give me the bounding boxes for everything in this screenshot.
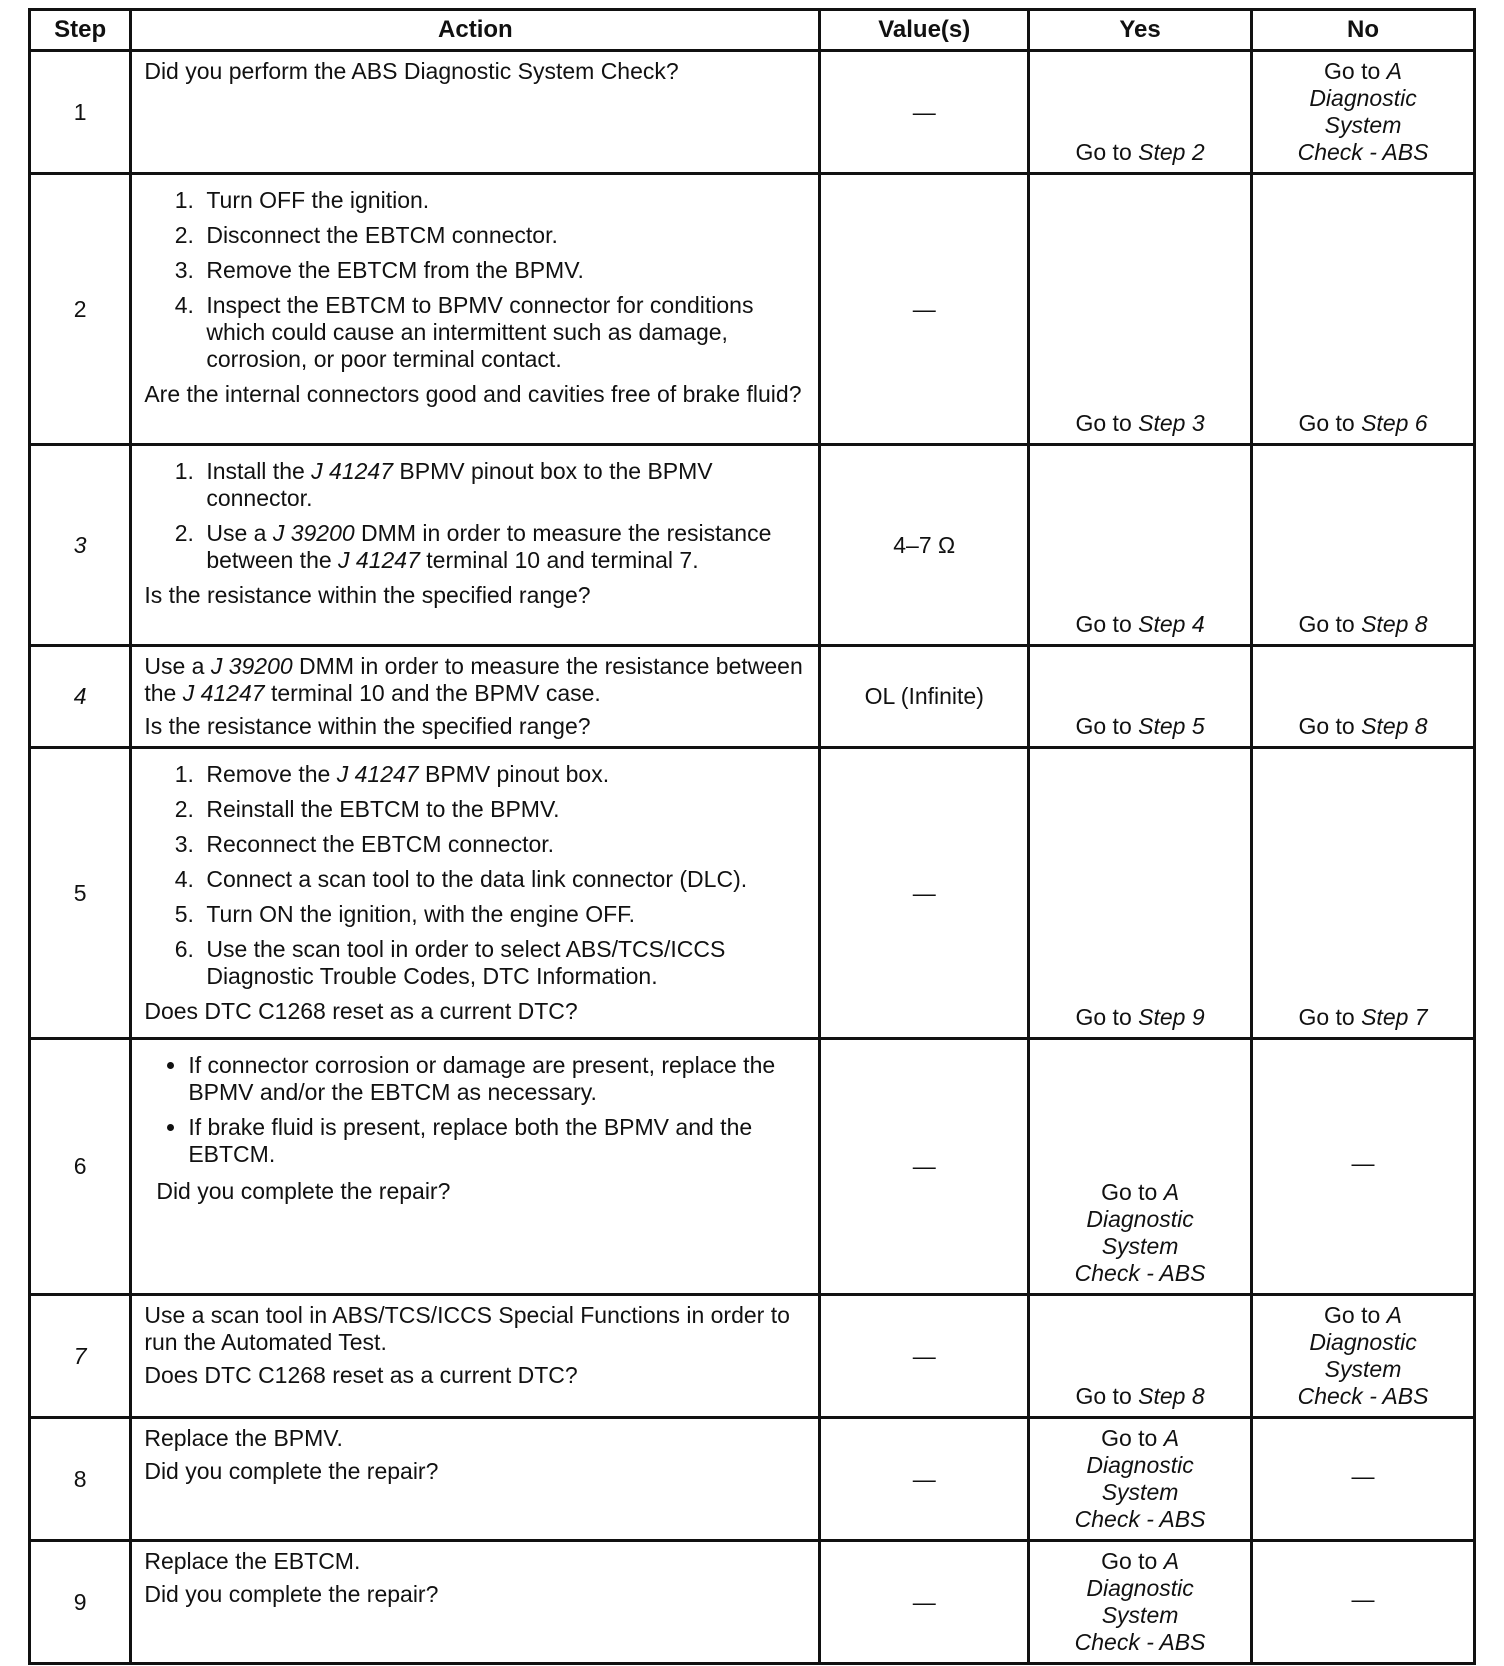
value-cell: — <box>820 748 1029 1039</box>
yes-goto: Go to Step 2 <box>1075 139 1205 165</box>
action-text: Replace the BPMV. <box>144 1425 343 1451</box>
yes-cell <box>1029 51 1252 174</box>
action-question: Did you perform the ABS Diagnostic System Check? <box>144 58 679 84</box>
no-step-link[interactable]: Step 8 <box>1361 713 1428 739</box>
header-no: No <box>1252 10 1475 51</box>
yes-cell: Go to A Diagnostic System Check - ABS <box>1029 1418 1252 1541</box>
no-step-link[interactable]: Step 6 <box>1361 410 1428 436</box>
action-step: 2. Disconnect the EBTCM connector. <box>200 222 808 249</box>
action-bullet: • If connector corrosion or damage are present, replace the BPMV and/or the EBTCM as necessary. <box>188 1052 808 1106</box>
yes-step-link[interactable]: Step 5 <box>1138 713 1205 739</box>
action-step: 2. Reinstall the EBTCM to the BPMV. <box>200 796 808 823</box>
no-cell: Go to A Diagnostic System Check - ABS <box>1252 1295 1475 1418</box>
step-number: 8 <box>30 1418 131 1541</box>
yes-cell: Go to Step 9 <box>1029 748 1252 1039</box>
table-row <box>30 1418 1475 1541</box>
table-row <box>30 1541 1475 1664</box>
table-row <box>30 646 1475 748</box>
action-steps <box>144 187 808 373</box>
action-step: 1. Install the J 41247 BPMV pinout box to the BPMV connector. <box>200 458 808 512</box>
diagnostic-table <box>28 8 1476 1665</box>
header-action: Action <box>131 10 820 51</box>
no-cell: Go to Step 7 <box>1252 748 1475 1039</box>
action-text: Use a J 39200 DMM in order to measure the resistance between the J 41247 terminal 10 and the BPMV case. <box>144 653 803 706</box>
no-cell: Go to Step 6 <box>1252 174 1475 445</box>
table-row <box>30 748 1475 1039</box>
step-number: 6 <box>30 1039 131 1295</box>
no-step-link[interactable]: Step 7 <box>1361 1004 1428 1030</box>
diagnostic-table-page <box>28 8 1476 1665</box>
table-row <box>30 1295 1475 1418</box>
value-cell: — <box>820 1039 1029 1295</box>
action-cell <box>131 1295 820 1418</box>
no-check-link[interactable]: A <box>1386 58 1403 84</box>
action-cell <box>131 1039 820 1295</box>
yes-cell: Go to Step 4 <box>1029 445 1252 646</box>
action-text: Replace the EBTCM. <box>144 1548 361 1574</box>
action-steps <box>144 761 808 990</box>
yes-step-link[interactable]: Step 4 <box>1138 611 1205 637</box>
action-cell <box>131 51 820 174</box>
no-cell: — <box>1252 1541 1475 1664</box>
action-cell <box>131 445 820 646</box>
no-cell: — <box>1252 1039 1475 1295</box>
value-cell: — <box>820 1295 1029 1418</box>
yes-check-link[interactable]: A <box>1163 1425 1180 1451</box>
action-step: 5. Turn ON the ignition, with the engine OFF. <box>200 901 808 928</box>
step-number: 9 <box>30 1541 131 1664</box>
action-question: Does DTC C1268 reset as a current DTC? <box>144 998 578 1024</box>
tool-ref: J 41247 <box>311 458 394 484</box>
step-number: 5 <box>30 748 131 1039</box>
table-row <box>30 445 1475 646</box>
action-question: Did you complete the repair? <box>144 1581 439 1607</box>
value-cell: — <box>820 1541 1029 1664</box>
value-cell: — <box>820 1418 1029 1541</box>
yes-check-link[interactable]: A <box>1163 1548 1180 1574</box>
header-row <box>30 10 1475 51</box>
tool-ref: J 41247 <box>182 680 265 706</box>
yes-cell: Go to A Diagnostic System Check - ABS <box>1029 1039 1252 1295</box>
tool-ref: J 41247 <box>336 761 419 787</box>
action-steps <box>144 458 808 574</box>
yes-cell: Go to Step 3 <box>1029 174 1252 445</box>
step-number: 1 <box>30 51 131 174</box>
yes-step-link[interactable]: Step 9 <box>1138 1004 1205 1030</box>
header-yes: Yes <box>1029 10 1252 51</box>
action-step: 1. Remove the J 41247 BPMV pinout box. <box>200 761 808 788</box>
value-cell: OL (Infinite) <box>820 646 1029 748</box>
action-question: Did you complete the repair? <box>156 1178 451 1204</box>
tool-ref: J 41247 <box>338 547 420 573</box>
step-number: 2 <box>30 174 131 445</box>
action-cell <box>131 1418 820 1541</box>
action-question: Did you complete the repair? <box>144 1458 439 1484</box>
yes-step-link[interactable]: Step 3 <box>1138 410 1205 436</box>
yes-check-link[interactable]: A <box>1163 1179 1180 1205</box>
action-bullets <box>144 1052 808 1168</box>
no-cell: Go to Step 8 <box>1252 646 1475 748</box>
action-cell <box>131 646 820 748</box>
action-step: 2. Use a J 39200 DMM in order to measure the resistance between the J 41247 terminal 10 and terminal 7. <box>200 520 808 574</box>
yes-step-link[interactable]: Step 2 <box>1138 139 1205 165</box>
tool-ref: J 39200 <box>210 653 293 679</box>
no-cell: Go to Step 8 <box>1252 445 1475 646</box>
yes-cell: Go to Step 5 <box>1029 646 1252 748</box>
tool-ref: J 39200 <box>272 520 355 546</box>
header-step: Step <box>30 10 131 51</box>
value-cell: 4–7 Ω <box>820 445 1029 646</box>
action-text: Use a scan tool in ABS/TCS/ICCS Special Functions in order to run the Automated Test. <box>144 1302 790 1355</box>
header-values: Value(s) <box>820 10 1029 51</box>
table-row <box>30 174 1475 445</box>
action-cell <box>131 174 820 445</box>
value-cell: — <box>820 51 1029 174</box>
no-check-link[interactable]: A <box>1386 1302 1403 1328</box>
action-step: 6. Use the scan tool in order to select ABS/TCS/ICCS Diagnostic Trouble Codes, DTC Information. <box>200 936 808 990</box>
no-cell: — <box>1252 1418 1475 1541</box>
action-question: Is the resistance within the specified range? <box>144 713 591 739</box>
action-bullet: • If brake fluid is present, replace both the BPMV and the EBTCM. <box>188 1114 808 1168</box>
action-question: Is the resistance within the specified range? <box>144 582 591 608</box>
action-cell <box>131 1541 820 1664</box>
no-cell: Go to A Diagnostic System Check - ABS <box>1252 51 1475 174</box>
yes-step-link[interactable]: Step 8 <box>1138 1383 1205 1409</box>
action-question: Does DTC C1268 reset as a current DTC? <box>144 1362 578 1388</box>
action-step: 3. Reconnect the EBTCM connector. <box>200 831 808 858</box>
table-row <box>30 1039 1475 1295</box>
action-step: 3. Remove the EBTCM from the BPMV. <box>200 257 808 284</box>
action-step: 4. Connect a scan tool to the data link connector (DLC). <box>200 866 808 893</box>
action-question: Are the internal connectors good and cavities free of brake fluid? <box>144 381 802 407</box>
action-step: 4. Inspect the EBTCM to BPMV connector for conditions which could cause an intermittent such as damage, corrosion, or poor terminal contact. <box>200 292 808 373</box>
table-row <box>30 51 1475 174</box>
step-number: 3 <box>30 445 131 646</box>
step-number: 4 <box>30 646 131 748</box>
action-cell <box>131 748 820 1039</box>
no-step-link[interactable]: Step 8 <box>1361 611 1428 637</box>
step-number: 7 <box>30 1295 131 1418</box>
yes-cell: Go to Step 8 <box>1029 1295 1252 1418</box>
action-step: 1. Turn OFF the ignition. <box>200 187 808 214</box>
value-cell: — <box>820 174 1029 445</box>
yes-cell: Go to A Diagnostic System Check - ABS <box>1029 1541 1252 1664</box>
